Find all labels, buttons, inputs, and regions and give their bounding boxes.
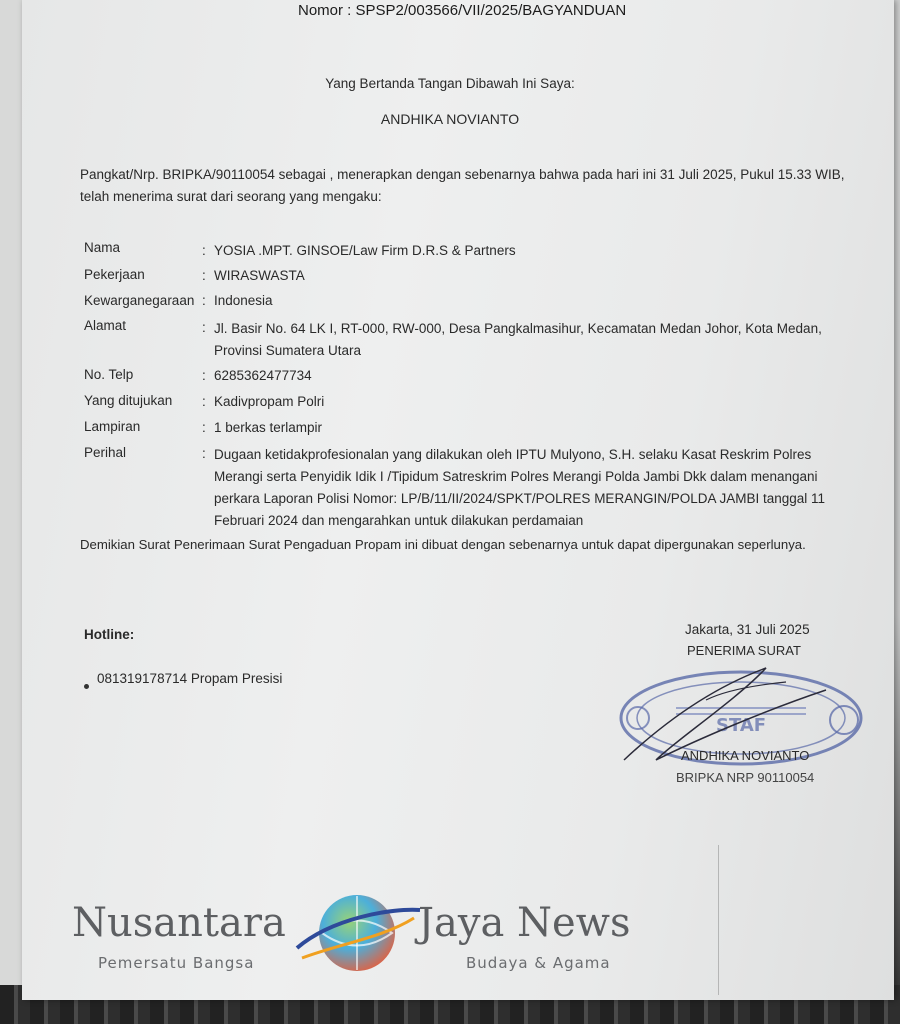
paper-fold [718,845,719,995]
watermark-right-tagline: Budaya & Agama [466,954,611,972]
field-value-alamat: Jl. Basir No. 64 LK I, RT-000, RW-000, Desa Pangkalmasihur, Kecamatan Medan Johor, Kota Medan, Provinsi Sumatera Utara [214,321,822,358]
hotline-number: 081319178714 Propam Presisi [97,671,283,686]
receiver-label: PENERIMA SURAT [687,643,801,658]
bullet-icon [84,684,89,689]
intro-line: Yang Bertanda Tangan Dibawah Ini Saya: [325,76,575,91]
field-colon: : [202,268,206,283]
field-label-lampiran: Lampiran [84,419,141,434]
globe-logo-icon [292,888,422,978]
watermark-left-word: Nusantara [72,900,286,946]
intro-paragraph: Pangkat/Nrp. BRIPKA/90110054 sebagai , menerapkan dengan sebenarnya bahwa pada hari ini 31 Juli 2025, Pukul 15.33 WIB, telah menerima surat dari seorang yang mengaku: [80,167,845,204]
field-value-lampiran: 1 berkas terlampir [214,420,323,435]
field-colon: : [202,320,206,335]
stamp-lines [676,708,806,714]
field-label-pekerjaan: Pekerjaan [84,267,145,282]
field-label-kewarganegaraan: Kewarganegaraan [84,293,195,308]
signer-name: ANDHIKA NOVIANTO [681,748,810,763]
field-value-nama: YOSIA .MPT. GINSOE/Law Firm D.R.S & Partners [214,243,516,258]
field-label-telp: No. Telp [84,367,134,382]
signer-nrp: BRIPKA NRP 90110054 [676,770,815,785]
officer-name: ANDHIKA NOVIANTO [380,111,520,127]
watermark-left-tagline: Pemersatu Bangsa [98,954,255,972]
watermark-right-word: Jaya News [418,900,631,946]
field-label-perihal: Perihal [84,445,127,460]
field-value-pekerjaan: WIRASWASTA [214,268,305,283]
field-value-kewarganegaraan: Indonesia [214,293,273,308]
place-date: Jakarta, 31 Juli 2025 [685,622,810,637]
field-colon: : [202,394,206,409]
field-colon: : [202,293,206,308]
field-colon: : [202,243,206,258]
closing-statement: Demikian Surat Penerimaan Surat Pengaduan Propam ini dibuat dengan sebenarnya untuk dapat dipergunakan seperlunya. [80,537,806,552]
field-label-alamat: Alamat [84,318,127,333]
signature-stroke [706,682,786,700]
field-colon: : [202,368,206,383]
field-value-telp: 6285362477734 [214,368,312,383]
field-colon: : [202,420,206,435]
hotline-label: Hotline: [84,627,135,642]
stamp-text: STAF [716,715,767,736]
field-label-ditujukan: Yang ditujukan [84,393,173,408]
field-value-ditujukan: Kadivpropam Polri [214,394,325,409]
field-colon: : [202,446,206,461]
letter-number: Nomor : SPSP2/003566/VII/2025/BAGYANDUAN [298,2,627,19]
field-value-perihal: Dugaan ketidakprofesionalan yang dilakukan oleh IPTU Mulyono, S.H. selaku Kasat Reskrim Polres Merangi serta Penyidik Idik I /Tipidum Satreskrim Polres Merangi Polda Jambi Dkk dalam menangani perkara Laporan Polisi Nomor: LP/B/11/II/2024/SPKT/POLRES MERANGIN/POLDA JAMBI tanggal 11 Februari 2024 dan mengarahkan untuk dilakukan perdamaian [214,447,826,528]
field-label-nama: Nama [84,240,121,255]
